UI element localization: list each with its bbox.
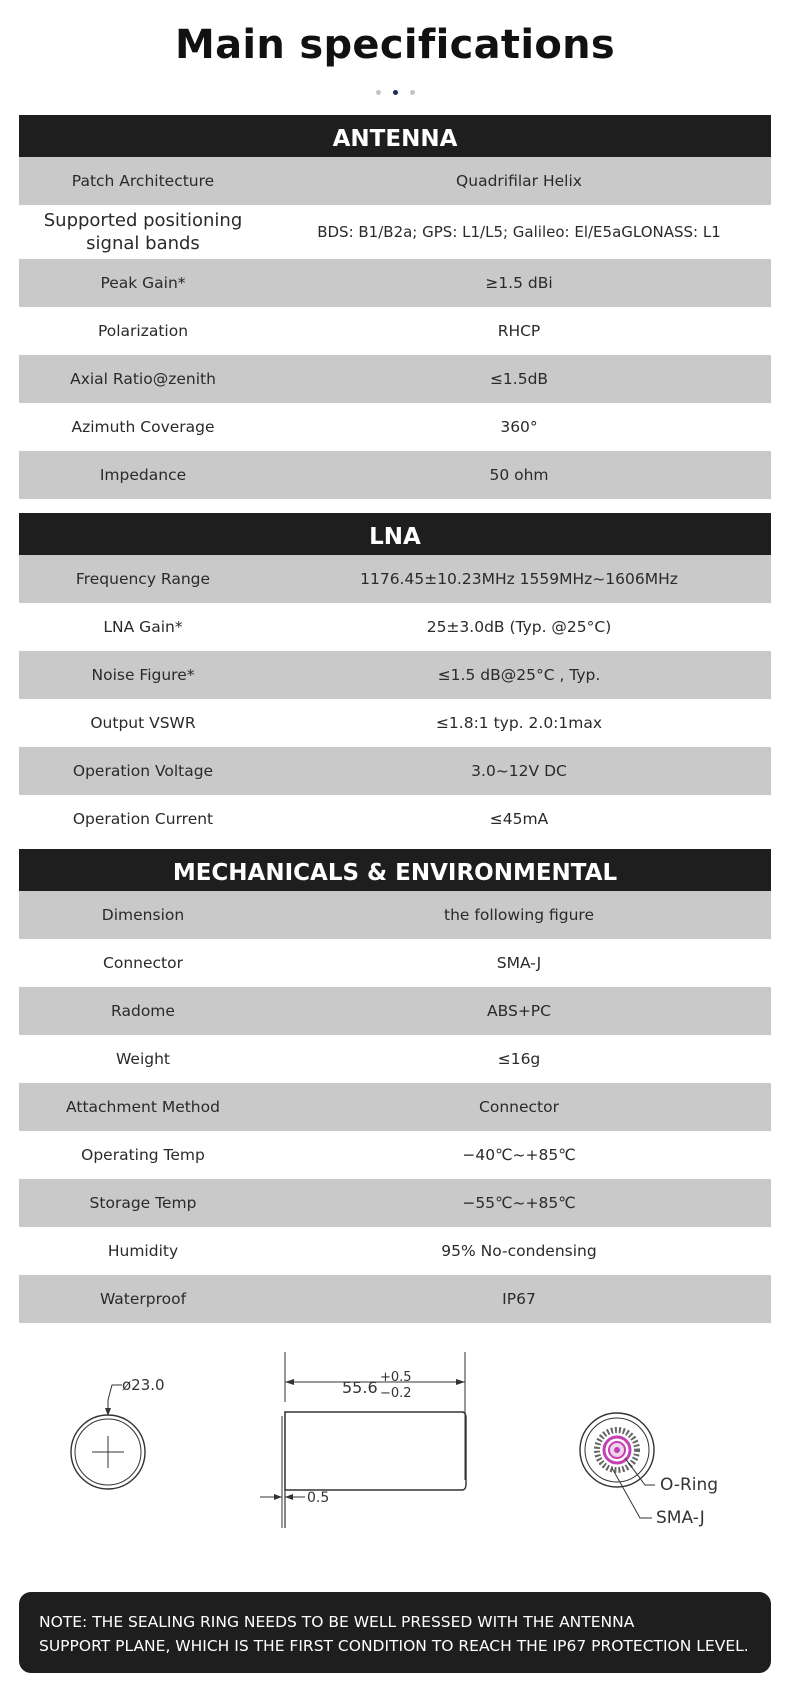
table-row [19,157,771,205]
spec-key: Operating Temp [81,1146,205,1164]
table-row [19,1035,771,1083]
table-row [19,651,771,699]
spec-value: 1176.45±10.23MHz 1559MHz~1606MHz [360,570,678,588]
spec-value: ≤16g [497,1050,541,1068]
spec-key: Polarization [97,322,189,340]
table-row [19,939,771,987]
spec-key: Output VSWR [90,714,196,732]
carousel-dot-active[interactable] [393,90,398,95]
table-row [19,355,771,403]
lna-section [19,513,771,843]
spec-key: Attachment Method [66,1098,220,1116]
spec-value: BDS: B1/B2a; GPS: L1/L5; Galileo: El/E5aGLONASS: L1 [317,223,721,241]
spec-key: LNA Gain* [103,618,183,636]
spec-value: Connector [479,1098,559,1116]
table-row [19,891,771,939]
page-title: Main specifications [174,22,616,68]
diameter-label: ø23.0 [122,1376,165,1394]
spec-key: Humidity [107,1242,179,1260]
spec-key: Noise Figure* [91,666,195,684]
carousel-dots [0,80,790,99]
dimension-drawing [0,1340,790,1540]
table-row [19,259,771,307]
spec-value: IP67 [502,1290,536,1308]
table-row [19,1275,771,1323]
spec-value: 25±3.0dB (Typ. @25°C) [426,618,612,636]
sma-leader [612,1468,652,1518]
spec-value: Quadrifilar Helix [456,172,582,190]
spec-value: ABS+PC [487,1002,551,1020]
top-view [71,1385,145,1489]
spec-value: SMA-J [496,954,542,972]
spec-value: 50 ohm [489,466,549,484]
spec-value: 95% No-condensing [441,1242,597,1260]
spec-value: ≥1.5 dBi [485,274,553,292]
spec-key: Radome [111,1002,175,1020]
table-row [19,403,771,451]
oring-leader [625,1458,655,1485]
table-row [19,205,771,259]
spec-value: −40℃~+85℃ [462,1146,576,1164]
table-row [19,555,771,603]
carousel-dot[interactable] [376,90,381,95]
mechanicals-section [19,849,771,1323]
sma-label: SMA-J [656,1508,705,1528]
table-row [19,1083,771,1131]
spec-value: ≤45mA [489,810,549,828]
table-row [19,451,771,499]
spec-value: ≤1.5dB [489,370,549,388]
spec-key: Dimension [101,906,185,924]
section-heading: LNA [19,513,771,555]
note-line-2: SUPPORT PLANE, WHICH IS THE FIRST CONDITION TO REACH THE IP67 PROTECTION LEVEL. [39,1637,749,1655]
table-row [19,1131,771,1179]
dimension-drawing-svg [0,1340,790,1540]
length-label: 55.6 [342,1378,378,1397]
spec-value: −55℃~+85℃ [462,1194,576,1212]
spec-key: Supported positioning signal bands [43,210,243,254]
section-heading: ANTENNA [19,115,771,157]
spec-key: Peak Gain* [100,274,186,292]
table-row [19,987,771,1035]
spec-key: Operation Current [72,810,214,828]
spec-key: Frequency Range [75,570,211,588]
antenna-body [285,1412,466,1490]
spec-value: 3.0~12V DC [471,762,567,780]
antenna-section [19,115,771,499]
length-tol-plus: +0.5 [380,1370,412,1385]
spec-value: the following figure [444,906,594,924]
table-row [19,747,771,795]
spec-key: Connector [103,954,183,972]
table-row [19,1227,771,1275]
spec-key: Patch Architecture [71,172,215,190]
spec-key: Storage Temp [89,1194,197,1212]
table-row [19,603,771,651]
note-box [19,1592,771,1673]
spec-value: ≤1.8:1 typ. 2.0:1max [435,714,603,732]
spec-value: RHCP [497,322,541,340]
note-line-1: NOTE: THE SEALING RING NEEDS TO BE WELL PRESSED WITH THE ANTENNA [39,1613,635,1631]
table-row [19,699,771,747]
gap-label: 0.5 [307,1490,330,1506]
carousel-dot[interactable] [410,90,415,95]
spec-key: Operation Voltage [72,762,214,780]
spec-key: Axial Ratio@zenith [70,370,216,388]
spec-key: Waterproof [99,1290,187,1308]
oring-label: O-Ring [660,1475,719,1495]
spec-value: ≤1.5 dB@25°C , Typ. [437,666,601,684]
length-tol-minus: −0.2 [380,1386,412,1401]
table-row [19,1179,771,1227]
spec-key: Azimuth Coverage [71,418,215,436]
spec-value: 360° [500,418,538,436]
table-row [19,307,771,355]
section-heading: MECHANICALS & ENVIRONMENTAL [19,849,771,891]
bottom-view [580,1413,655,1518]
table-row [19,795,771,843]
spec-key: Impedance [99,466,187,484]
spec-key: Weight [115,1050,170,1068]
